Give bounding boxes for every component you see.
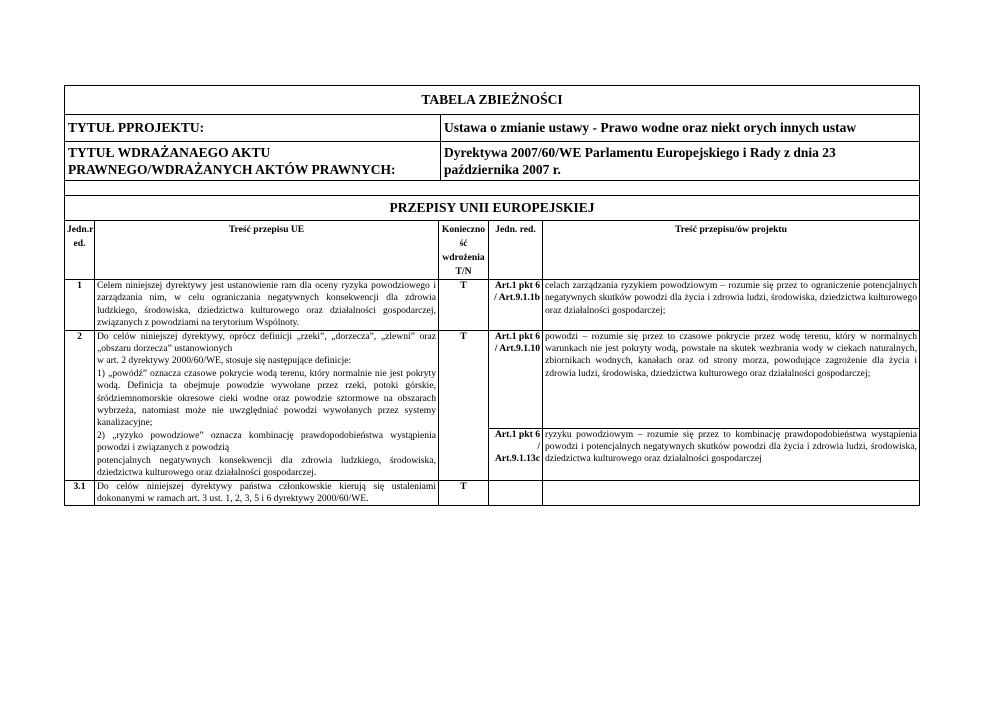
col-header-ue: Treść przepisu UE xyxy=(95,221,439,280)
table-row xyxy=(65,280,920,331)
document-title: TABELA ZBIEŻNOŚCI xyxy=(65,86,920,115)
col-header-necessity: Konieczno ść wdrożenia T/N xyxy=(439,221,489,280)
provisions-table xyxy=(64,220,920,506)
header-table xyxy=(64,85,920,221)
section-title: PRZEPISY UNII EUROPEJSKIEJ xyxy=(65,196,920,221)
act-label xyxy=(65,142,441,181)
table-header-row xyxy=(65,221,920,280)
row-necessity: T xyxy=(439,480,489,506)
row-unit: Art.1 pkt 6 / Art.9.1.1b xyxy=(489,280,543,331)
row-unit: Art.1 pkt 6 / Art.9.1.13c xyxy=(489,428,543,480)
row-project-text xyxy=(543,480,920,506)
row-num: 3.1 xyxy=(65,480,95,506)
row-necessity: T xyxy=(439,330,489,480)
row-project-text: powodzi – rozumie się przez to czasowe pokrycie przez wodę terenu, który w normalnych warunkach nie jest pokryty wodą, powstałe na skutek wezbrania wody w ciekach naturalnych, zbiornikach wodnych, kanałach oraz od strony morza, powodujące zagrożenie dla życia i zdrowia ludzi, środowiska, dziedzictwa kulturowego oraz działalności gospodarczej; xyxy=(543,330,920,428)
col-header-unit: Jedn. red. xyxy=(489,221,543,280)
act-label-line-2: PRAWNEGO/WDRAŻANYCH AKTÓW PRAWNYCH: xyxy=(68,162,396,177)
table-row xyxy=(65,330,920,428)
row-unit xyxy=(489,480,543,506)
row-num: 2 xyxy=(65,330,95,480)
row-project-text: ryzyku powodziowym – rozumie się przez to kombinację prawdopodobieństwa wystąpienia powodzi i potencjalnych negatywnych skutków powodzi dla życia i zdrowia ludzi, środowiska, dziedzictwa kulturowego oraz działalności gospodarczej xyxy=(543,428,920,480)
concordance-document xyxy=(64,85,920,506)
col-header-num: Jedn.r ed. xyxy=(65,221,95,280)
act-value-line-1: Dyrektywa 2007/60/WE Parlamentu Europejskiego i Rady z dnia 23 xyxy=(444,145,836,160)
project-label: TYTUŁ PPROJEKTU: xyxy=(65,115,441,142)
project-value: Ustawa o zmianie ustawy - Prawo wodne oraz niekt orych innych ustaw xyxy=(441,115,920,142)
row-ue-text: Celem niniejszej dyrektywy jest ustanowienie ram dla oceny ryzyka powodziowego i zarządzania nim, w celu ograniczania negatywnych konsekwencji dla zdrowia ludzkiego, środowiska, dziedzictwa kulturowego oraz działalności gospodarczej, związanych z powodziami na terytorium Wspólnoty. xyxy=(95,280,439,331)
row-ue-text: Do celów niniejszej dyrektywy państwa członkowskie kierują się ustaleniami dokonanymi w ramach art. 3 ust. 1, 2, 3, 5 i 6 dyrektywy 2000/60/WE. xyxy=(95,480,439,506)
row-num: 1 xyxy=(65,280,95,331)
act-value-line-2: października 2007 r. xyxy=(444,162,561,177)
row-project-text: celach zarządzania ryzykiem powodziowym – rozumie się przez to ograniczenie potencjalnych negatywnych skutków powodzi dla życia i zdrowia ludzi, środowiska, dziedzictwa kulturowego oraz działalności gospodarczej; xyxy=(543,280,920,331)
col-header-project: Treść przepisu/ów projektu xyxy=(543,221,920,280)
row-unit: Art.1 pkt 6 / Art.9.1.10 xyxy=(489,330,543,428)
table-row xyxy=(65,480,920,506)
spacer-row xyxy=(65,181,920,196)
act-label-line-1: TYTUŁ WDRAŻANAEGO AKTU xyxy=(68,145,271,160)
act-value xyxy=(441,142,920,181)
row-necessity: T xyxy=(439,280,489,331)
row-ue-text: Do celów niniejszej dyrektywy, oprócz definicji „rzeki”, „dorzecza”, „zlewni” oraz „obszaru dorzecza” ustanowionych w art. 2 dyrektywy 2000/60/WE, stosuje się następujące definicje: 1) „powódź” oznacza czasowe pokrycie wodą terenu, który normalnie nie jest pokryty wodą. Definicja ta obejmuje powodzie wywołane przez rzeki, potoki górskie, śródziemnomorskie okresowe cieki wodne oraz powodzie sztormowe na obszarach wybrzeża, natomiast może nie uwzględniać powodzi wywołanych przez systemy kanalizacyjne; 2) „ryzyko powodziowe” oznacza kombinację prawdopodobieństwa wystąpienia powodzi i związanych z powodzią potencjalnych negatywnych konsekwencji dla zdrowia ludzkiego, środowiska, dziedzictwa kulturowego oraz działalności gospodarczej. xyxy=(95,330,439,480)
